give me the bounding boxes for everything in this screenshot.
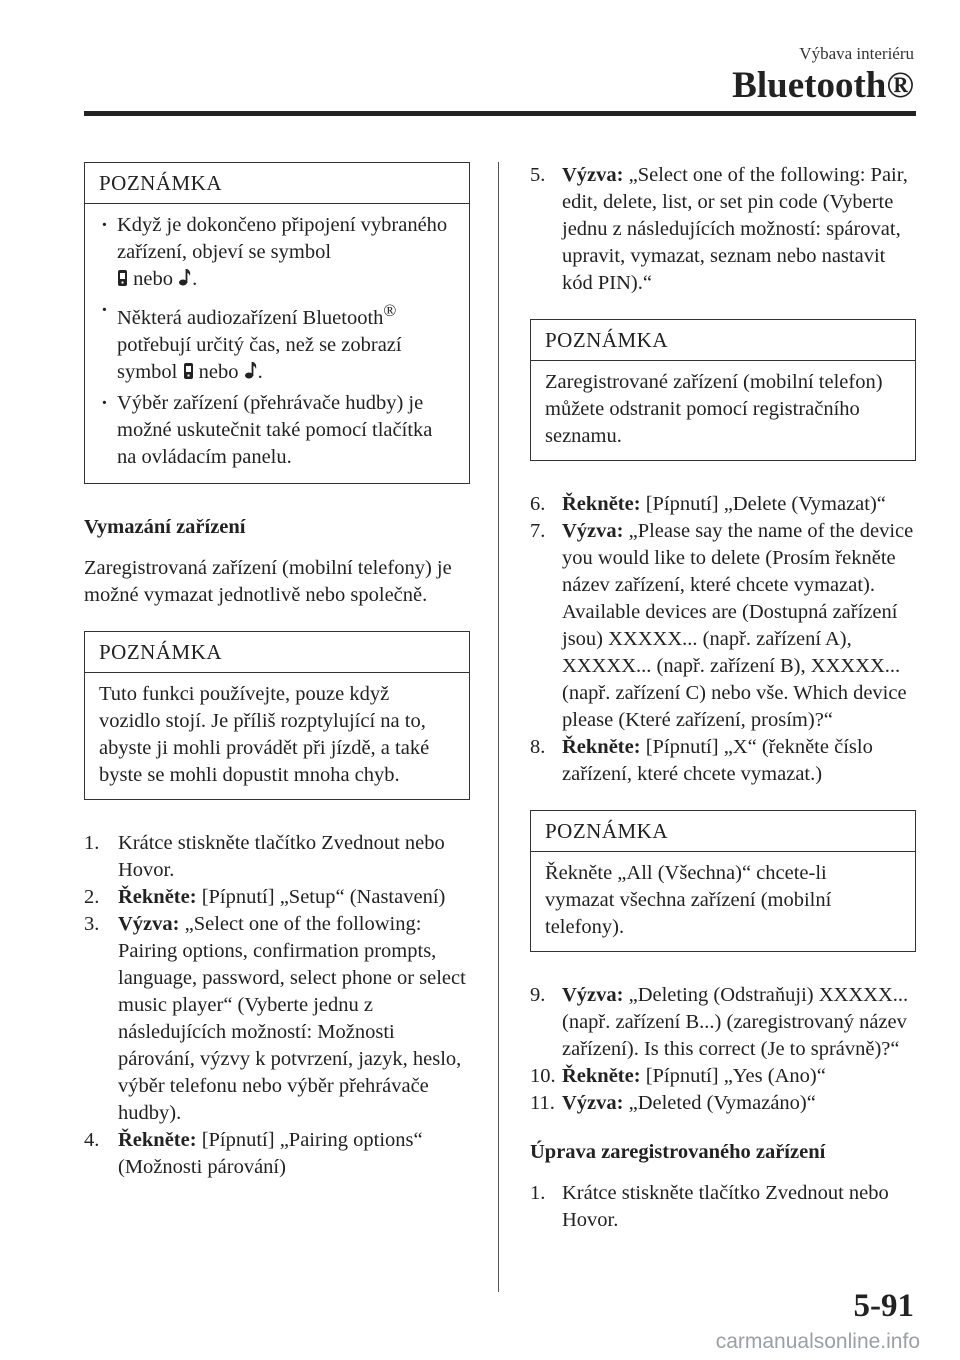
music-note-icon <box>178 267 192 295</box>
step-item <box>530 491 916 518</box>
step-item <box>530 1090 916 1117</box>
step-list <box>84 830 470 1181</box>
step-text: „Please say the name of the device you would like to delete (Prosím řekněte název zařízení, které chcete vymazat). Available devices are (Dostupná zařízení jsou) XXXXX... (např. zařízení A), XXXXX... (např. zařízení B), XXXXX... (např. zařízení C) nebo vše. Which device please (Které zařízení, prosím)?“ <box>562 520 914 731</box>
bullet-text: nebo <box>133 268 173 290</box>
step-list <box>530 491 916 788</box>
step-text: [Pípnutí] „Setup“ (Nastavení) <box>196 885 446 908</box>
step-item <box>530 1180 916 1234</box>
phone-icon <box>183 361 194 388</box>
bullet-text: Když je dokončeno připojení vybraného zařízení, objeví se symbol <box>117 214 448 263</box>
step-text: [Pípnutí] „Yes (Ano)“ <box>640 1065 826 1087</box>
step-item <box>530 734 916 788</box>
section-heading: Vymazání zařízení <box>84 515 246 538</box>
step-number: 2. <box>84 885 100 908</box>
page-title: Bluetooth® <box>732 65 914 106</box>
note-box <box>84 162 470 484</box>
step-number: 6. <box>530 493 546 515</box>
step-label: Výzva: <box>562 164 624 186</box>
step-text: „Select one of the following: Pair, edit, delete, list, or set pin code (Vyberte jednu z následujících možností: spárovat, upravit, vymazat, seznam nebo nastavit kód PIN).“ <box>562 164 908 294</box>
note-title: POZNÁMKA <box>85 163 469 204</box>
music-note-icon <box>244 360 258 388</box>
step-label: Řekněte: <box>562 493 641 515</box>
step-list <box>530 162 916 297</box>
note-box <box>530 319 916 461</box>
step-number: 10. <box>530 1065 556 1087</box>
note-body <box>85 204 469 483</box>
bullet-text: nebo <box>198 360 239 383</box>
step-text: [Pípnutí] „X“ (řekněte číslo zařízení, které chcete vymazat.) <box>562 736 873 785</box>
step-label: Řekněte: <box>562 736 641 758</box>
step-item <box>530 982 916 1063</box>
step-item <box>84 830 470 884</box>
column-divider <box>498 162 499 1292</box>
step-number: 11. <box>530 1092 555 1114</box>
step-number: 9. <box>530 984 546 1006</box>
step-text: [Pípnutí] „Delete (Vymazat)“ <box>640 493 886 515</box>
step-number: 7. <box>530 520 546 542</box>
phone-icon <box>117 268 128 295</box>
step-text: „Deleted (Vymazáno)“ <box>623 1092 816 1114</box>
left-column <box>84 162 470 1203</box>
paragraph: Zaregistrovaná zařízení (mobilní telefony) je možné vymazat jednotlivě nebo společně. <box>84 556 452 606</box>
section-heading: Úprava zaregistrovaného zařízení <box>530 1141 826 1163</box>
note-body: Zaregistrované zařízení (mobilní telefon) můžete odstranit pomocí registračního seznamu. <box>545 371 883 447</box>
step-label: Řekněte: <box>118 1128 197 1151</box>
registered-mark: ® <box>383 301 397 320</box>
note-body: Tuto funkci používejte, pouze když vozidlo stojí. Je příliš rozptylující na to, abyste ji mohli provádět při jízdě, a také byste se mohli dopustit mnoha chyb. <box>99 682 430 786</box>
step-number: 8. <box>530 736 546 758</box>
step-number: 1. <box>84 831 100 854</box>
step-item <box>530 1063 916 1090</box>
step-number: 1. <box>530 1182 546 1204</box>
note-title: POZNÁMKA <box>531 811 915 852</box>
section-title: Výbava interiéru <box>799 44 914 63</box>
note-box <box>84 631 470 800</box>
step-item <box>84 884 470 911</box>
step-text: „Select one of the following: Pairing options, confirmation prompts, language, password, select phone or select music player“ (Vyberte jednu z následujících možností: Možnosti párování, výzvy k potvrzení, jazyk, heslo, výběr telefonu nebo výběr přehrávače hudby). <box>118 912 466 1124</box>
step-number: 4. <box>84 1128 100 1151</box>
bullet-text: Některá audiozařízení Bluetooth <box>117 306 384 329</box>
header-rule <box>84 111 916 116</box>
note-bullet: · Když je dokončeno připojení vybraného zařízení, objeví se symbol nebo . <box>99 212 455 295</box>
step-label: Výzva: <box>562 984 624 1006</box>
step-label: Výzva: <box>562 520 624 542</box>
step-label: Řekněte: <box>562 1065 641 1087</box>
note-body: Řekněte „All (Všechna)“ chcete-li vymazat všechna zařízení (mobilní telefony). <box>545 862 832 938</box>
step-item <box>530 162 916 297</box>
note-bullet: · Výběr zařízení (přehrávače hudby) je možné uskutečnit také pomocí tlačítka na ovládacím panelu. <box>99 390 455 471</box>
step-label: Výzva: <box>118 912 180 935</box>
step-list <box>530 982 916 1117</box>
step-text: „Deleting (Odstraňuji) XXXXX... (např. zařízení B...) (zaregistrovaný název zařízení). Is this correct (Je to správně)?“ <box>562 984 909 1060</box>
page-number: 5-91 <box>853 1288 914 1324</box>
step-item <box>530 518 916 734</box>
step-item <box>84 911 470 1127</box>
step-label: Řekněte: <box>118 885 197 908</box>
watermark: carmanualsonline.info <box>715 1330 920 1353</box>
step-text: Krátce stiskněte tlačítko Zvednout nebo Hovor. <box>562 1182 889 1231</box>
step-number: 5. <box>530 164 546 186</box>
note-bullet: · Některá audiozařízení Bluetooth® potřebují určitý čas, než se zobrazí symbol nebo . <box>99 297 455 388</box>
bullet-text: potřebují určitý čas, než se zobrazí symbol <box>117 333 402 383</box>
note-title: POZNÁMKA <box>531 320 915 361</box>
step-list <box>530 1180 916 1234</box>
step-text: Krátce stiskněte tlačítko Zvednout nebo Hovor. <box>118 831 445 881</box>
step-text: [Pípnutí] „Pairing options“ (Možnosti párování) <box>118 1128 423 1178</box>
right-column <box>530 162 916 1256</box>
step-label: Výzva: <box>562 1092 624 1114</box>
step-number: 3. <box>84 912 100 935</box>
note-box <box>530 810 916 952</box>
step-item <box>84 1127 470 1181</box>
note-title: POZNÁMKA <box>85 632 469 673</box>
